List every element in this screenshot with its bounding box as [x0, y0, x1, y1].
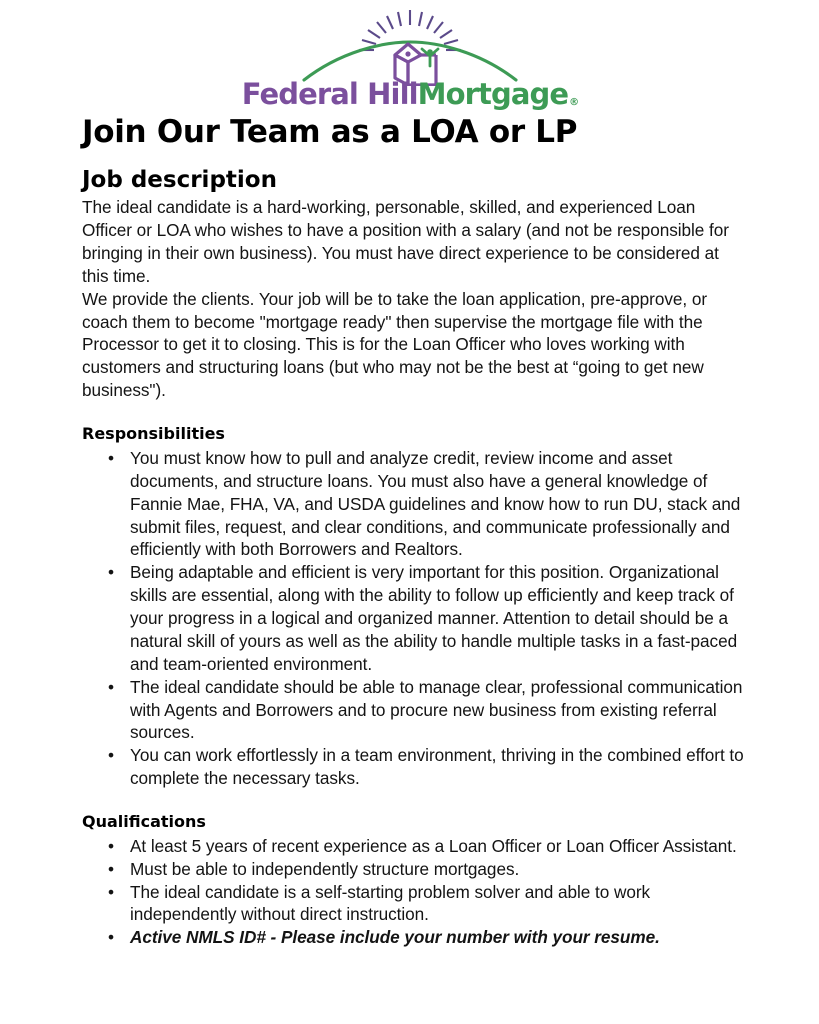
bullet-icon: •: [108, 835, 114, 856]
bullet-icon: •: [108, 745, 114, 766]
list-item: [82, 744, 747, 790]
list-item: [82, 835, 747, 858]
list-item-text: You can work effortlessly in a team environment, thriving in the combined effort to complete the necessary tasks.: [130, 745, 744, 789]
bullet-icon: •: [108, 562, 114, 583]
list-item: [82, 676, 747, 745]
page-title: Join Our Team as a LOA or LP: [82, 114, 578, 150]
list-item: [82, 858, 747, 881]
logo-word-mortgage: Mortgage: [417, 77, 569, 111]
document-body: [0, 115, 819, 949]
logo-wordmark: [241, 77, 579, 111]
responsibilities-list: [82, 447, 747, 790]
company-logo: [0, 0, 819, 109]
list-item-text: The ideal candidate is a self-starting problem solver and able to work independently without direct instruction.: [130, 881, 651, 925]
job-description-heading: Job description: [82, 166, 277, 193]
job-description-paragraph-2: We provide the clients. Your job will be to take the loan application, pre-approve, or coach them to become "mortgage ready" then supervise the mortgage file with the Processor to get it to closing. This is for the Loan Officer who loves working with customers and structuring loans (but who may not be the best at “going to get new business").: [82, 288, 708, 401]
bullet-icon: •: [108, 881, 114, 902]
list-item-text: Must be able to independently structure mortgages.: [130, 858, 520, 879]
list-item: [82, 561, 747, 675]
list-item: [82, 447, 747, 561]
list-item-text: At least 5 years of recent experience as a Loan Officer or Loan Officer Assistant.: [130, 835, 737, 856]
list-item: [82, 926, 747, 949]
list-item-text: Active NMLS ID# - Please include your number with your resume.: [130, 927, 660, 948]
bullet-icon: •: [108, 676, 114, 697]
bullet-icon: •: [108, 927, 114, 948]
qualifications-heading: Qualifications: [82, 812, 206, 832]
registered-trademark-icon: ®: [569, 97, 579, 108]
job-description-paragraph-1: The ideal candidate is a hard-working, personable, skilled, and experienced Loan Officer or LOA who wishes to have a position with a salary (and not be responsible for bringing in their own business). You must have direct experience to be considered at this time.: [82, 197, 729, 286]
list-item: [82, 881, 747, 927]
list-item-text: The ideal candidate should be able to manage clear, professional communication with Agents and Borrowers and to procure new business from existing referral sources.: [130, 676, 743, 743]
qualifications-list: [82, 835, 747, 949]
logo-word-federal-hill: Federal Hill: [241, 77, 418, 111]
list-item-text: Being adaptable and efficient is very important for this position. Organizational skills are essential, along with the ability to follow up efficiently and keep track of your progress in a logical and organized manner. Attention to detail should be a natural skill of yours as well as the ability to handle multiple tasks in a fast-paced and team-oriented environment.: [130, 562, 738, 674]
bullet-icon: •: [108, 858, 114, 879]
responsibilities-heading: Responsibilities: [82, 424, 225, 444]
list-item-text: You must know how to pull and analyze credit, review income and asset documents, and structure loans. You must also have a general knowledge of Fannie Mae, FHA, VA, and USDA guidelines and know how to run DU, stack and submit files, request, and clear conditions, and communicate professionally and efficiently with both Borrowers and Realtors.: [130, 447, 741, 560]
house-sun-hill-icon: [290, 8, 530, 86]
bullet-icon: •: [108, 447, 114, 468]
